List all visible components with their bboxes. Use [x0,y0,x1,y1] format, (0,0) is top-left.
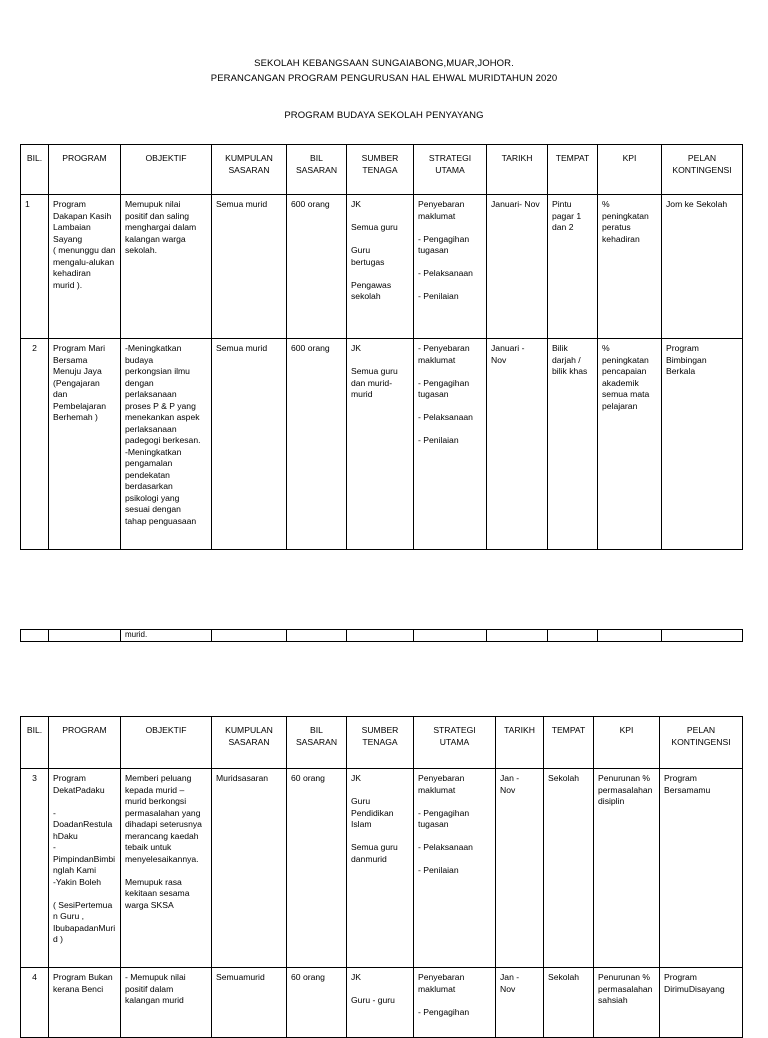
cell-tempat [548,195,598,339]
cell-line: menekankan aspek [125,412,200,422]
cell-line: pelajaran [602,400,638,411]
cell-line: padegogi berkesan. [125,435,201,445]
cell-line: murid berkongsi [125,796,187,806]
col-bil: BIL. [21,145,49,195]
cell-line: positif dan saling [125,210,190,221]
cell-line: DoadanRestula [53,819,113,829]
cell-line: % [602,343,610,353]
cell-line: - Pengagihan [418,233,470,244]
cell-line: maklumat [418,784,456,795]
cell-line: nglah Kami [53,865,96,875]
cell-line: n Guru , [53,911,85,921]
cell-bil-sasaran: 600 orang [287,195,347,339]
col-objektif: OBJEKTIF [121,717,212,769]
cell-line: bilik khas [552,366,588,376]
continuation-row-table [20,629,743,642]
col-strategi-utama: STRATEGI UTAMA [414,717,496,769]
col-bil-sasaran: BIL SASARAN [287,717,347,769]
col-program: PROGRAM [49,145,121,195]
cell-line: Program Mari [53,343,106,353]
cell-line: sahsiah [598,995,628,1005]
cell-line: sekolah [351,291,381,301]
cell-line: Program [53,773,86,783]
cell-line: DekatPadaku [53,784,105,795]
cell-line: maklumat [418,210,456,221]
cell-line: Memupuk rasa [125,876,182,887]
col-kumpulan-sasaran: KUMPULAN SASARAN [212,717,287,769]
cell-line: Bimbingan [666,354,707,365]
cell-line: perlaksanaan [125,389,177,399]
cell-line: perkongsian ilmu [125,366,190,376]
cell-line: Semua guru [351,366,398,376]
cell-line: pengamalan [125,458,173,468]
cell-line: Program Bukan [53,972,113,982]
col-objektif: OBJEKTIF [121,145,212,195]
cell-line: tebaik untuk [125,842,172,852]
cell-line: Guru - guru [351,995,395,1005]
cell-tempat: Sekolah [544,968,594,1038]
cell-pelan: Jom ke Sekolah [662,195,743,339]
cell-line: Memberi peluang [125,773,192,783]
cell-line: Jan - [500,972,520,982]
col-program: PROGRAM [49,717,121,769]
cell-objektif [121,195,212,339]
cell-line: murid ). [53,279,83,290]
cell-line: menyelesaikannya. [125,853,199,864]
cell-program [49,195,121,339]
cell-line: maklumat [418,354,456,365]
cell-line: Semua guru [351,842,398,852]
program-table-2 [20,716,743,1038]
cell-line: % [602,199,610,209]
cell-program [49,968,121,1038]
table-header-row [21,717,743,769]
cell-line: tugasan [418,819,449,829]
cell-line: - Penilaian [418,291,459,301]
cell-objektif [121,339,212,550]
cell-tarikh: Januari- Nov [487,195,548,339]
cell-line: tugasan [418,389,449,399]
cell-line: - Pengagihan [418,807,470,818]
cell-line: Penurunan % [598,773,651,783]
cell-line: JK [351,343,362,353]
cell-line: - Penyebaran [418,343,470,353]
cell-line: menghargai dalam [125,222,197,232]
cell-line: kalangan warga [125,233,186,244]
cell-line: Penyebaran [418,773,465,783]
cell-line: Januari - [491,343,525,353]
document-title: PERANCANGAN PROGRAM PENGURUSAN HAL EHWAL MURIDTAHUN 2020 [210,73,558,84]
cell-line: permasalahan [598,983,653,994]
cell-line: dihadapi seterusnya [125,819,202,829]
cell-line: - Memupuk nilai [125,972,186,982]
table-row [21,339,743,550]
cell-strategi [414,195,487,339]
cell-line: pendekatan [125,469,170,480]
cell-line: JK [351,773,362,783]
cell-line: - Pengagihan [418,1006,470,1017]
cell-line: Islam [351,819,372,829]
cell-sumber [347,195,414,339]
cell-line: Penurunan % [598,972,651,982]
table-row [21,769,743,968]
cell-program [49,339,121,550]
cell-line: budaya [125,354,154,365]
cell-program [49,769,121,968]
cell-line: kehadiran [53,268,91,278]
cell-line: dan [53,389,68,399]
cell-line: Semua guru [351,222,398,232]
cell-line: DirimuDisayang [664,983,725,994]
cell-line: disiplin [598,796,625,806]
program-table-1 [20,144,743,550]
cell-kumpulan: Semua murid [212,339,287,550]
cell-tarikh [487,339,548,550]
cell-bil: 2 [21,339,49,550]
cell-sumber [347,968,414,1038]
cell-line: tahap penguasaan [125,515,197,526]
col-tarikh: TARIKH [487,145,548,195]
school-name: SEKOLAH KEBANGSAAN SUNGAIABONG,MUAR,JOHOR. [254,58,514,69]
col-tempat: TEMPAT [544,717,594,769]
cell-line: Program [666,343,699,353]
cell-line: kalangan murid [125,995,184,1005]
cell-kumpulan: Semua murid [212,195,287,339]
cell-line: Pembelajaran [53,400,107,411]
cell-line: Sayang [53,233,83,244]
cell-line: pencapaian [602,366,647,376]
cell-line: Pendidikan [351,807,394,818]
cell-line: kekitaan sesama [125,888,190,898]
col-kumpulan-sasaran: KUMPULAN SASARAN [212,145,287,195]
cell-line: proses P & P yang [125,400,196,411]
cell-line: hDaku [53,830,78,841]
cell-line: - [53,842,56,852]
cell-line: kehadiran [602,233,640,244]
cell-line: mengalu-alukan [53,256,115,267]
table-row [21,630,743,642]
cell-line: peningkatan [602,210,649,221]
cell-line: - Pelaksanaan [418,268,473,278]
cell-pelan [662,339,743,550]
table-row [21,195,743,339]
col-strategi-utama: STRATEGI UTAMA [414,145,487,195]
cell-bil-sasaran: 60 orang [287,968,347,1038]
cell-line: peratus [602,222,631,232]
cell-objektif-continued: murid. [121,630,212,642]
cell-line: - Pelaksanaan [418,412,473,422]
cell-line: Program [53,199,86,209]
cell-tarikh [496,968,544,1038]
col-pelan-kontingensi: PELAN KONTINGENSI [662,145,743,195]
col-tempat: TEMPAT [548,145,598,195]
cell-line: ( menunggu dan [53,245,116,255]
cell-line: Jan - [500,773,520,783]
cell-line: psikologi yang [125,492,180,503]
cell-strategi [414,339,487,550]
cell-bil: 3 [21,769,49,968]
cell-line: danmurid [351,853,387,864]
cell-kpi [594,968,660,1038]
cell-line: kepada murid – [125,784,185,795]
cell-line: Lambaian [53,222,91,232]
cell-line: Program [664,972,697,982]
cell-line: Nov [500,983,516,994]
cell-line: Memupuk nilai [125,199,181,209]
cell-line: Bilik [552,343,568,353]
cell-line: Menuju Jaya [53,366,102,376]
cell-strategi [414,968,496,1038]
cell-kumpulan: Semuamurid [212,968,287,1038]
cell-line: JK [351,972,362,982]
cell-line: Berhemah ) [53,412,98,422]
cell-line: Pengawas [351,279,392,290]
cell-line: JK [351,199,362,209]
cell-line: kerana Benci [53,983,104,994]
cell-line: - [53,807,56,818]
cell-line: Bersamamu [664,784,711,795]
cell-line: Penyebaran [418,199,465,209]
cell-tempat: Sekolah [544,769,594,968]
cell-line: berdasarkan [125,481,173,491]
cell-line: Nov [491,354,507,365]
cell-line: PimpindanBimbi [53,853,116,864]
cell-line: warga SKSA [125,899,174,910]
cell-line: Program [664,773,697,783]
cell-bil-sasaran: 600 orang [287,339,347,550]
cell-line: IbubapadanMuri [53,922,116,933]
cell-line: akademik [602,377,639,388]
cell-line: tugasan [418,245,449,255]
cell-line: - Pelaksanaan [418,842,473,852]
cell-line: ( SesiPertemua [53,899,113,910]
cell-pelan [660,968,743,1038]
col-pelan-kontingensi: PELAN KONTINGENSI [660,717,743,769]
cell-line: bertugas [351,256,385,267]
cell-line: sekolah. [125,245,158,255]
cell-line: merancang kaedah [125,830,199,841]
cell-kumpulan: Muridsasaran [212,769,287,968]
col-sumber-tenaga: SUMBER TENAGA [347,145,414,195]
cell-line: dan 2 [552,222,574,232]
cell-line: perlaksanaan [125,423,177,434]
cell-line: - Penilaian [418,435,459,445]
cell-line: Bersama [53,354,88,365]
cell-line: dengan [125,377,154,388]
table-header-row [21,145,743,195]
cell-objektif [121,769,212,968]
cell-tarikh [496,769,544,968]
cell-strategi [414,769,496,968]
cell-kpi [598,339,662,550]
cell-kpi [594,769,660,968]
program-title: PROGRAM BUDAYA SEKOLAH PENYAYANG [284,110,484,121]
cell-line: Guru [351,796,371,806]
cell-line: -Meningkatkan [125,343,182,353]
cell-line: (Pengajaran [53,377,100,388]
cell-kpi [598,195,662,339]
cell-line: Penyebaran [418,972,465,982]
col-tarikh: TARIKH [496,717,544,769]
cell-bil: 4 [21,968,49,1038]
cell-line: positif dalam [125,983,174,994]
cell-line: murid [351,389,373,399]
cell-line: dan murid- [351,377,393,388]
cell-line: darjah / [552,354,581,365]
cell-line: sesuai dengan [125,504,181,514]
cell-sumber [347,769,414,968]
col-kpi: KPI [594,717,660,769]
cell-line: -Yakin Boleh [53,876,102,887]
cell-line: peningkatan [602,354,649,365]
cell-line: Berkala [666,366,696,376]
col-sumber-tenaga: SUMBER TENAGA [347,717,414,769]
cell-bil: 1 [21,195,49,339]
cell-line: maklumat [418,983,456,994]
cell-line: - Penilaian [418,865,459,875]
cell-line: d ) [53,934,64,944]
cell-line: pagar 1 [552,210,582,221]
cell-line: -Meningkatkan [125,446,182,457]
cell-line: - Pengagihan [418,377,470,388]
cell-line: Pintu [552,199,572,209]
cell-objektif [121,968,212,1038]
cell-bil-sasaran: 60 orang [287,769,347,968]
cell-tempat [548,339,598,550]
col-bil-sasaran: BIL SASARAN [287,145,347,195]
table-row [21,968,743,1038]
cell-line: Nov [500,784,516,795]
cell-line: permasalahan [598,784,653,795]
cell-line: Guru [351,245,371,255]
cell-pelan [660,769,743,968]
cell-line: Dakapan Kasih [53,210,112,221]
cell-sumber [347,339,414,550]
cell-line: semua mata [602,389,650,399]
col-kpi: KPI [598,145,662,195]
cell-line: permasalahan yang [125,807,201,818]
col-bil: BIL. [21,717,49,769]
